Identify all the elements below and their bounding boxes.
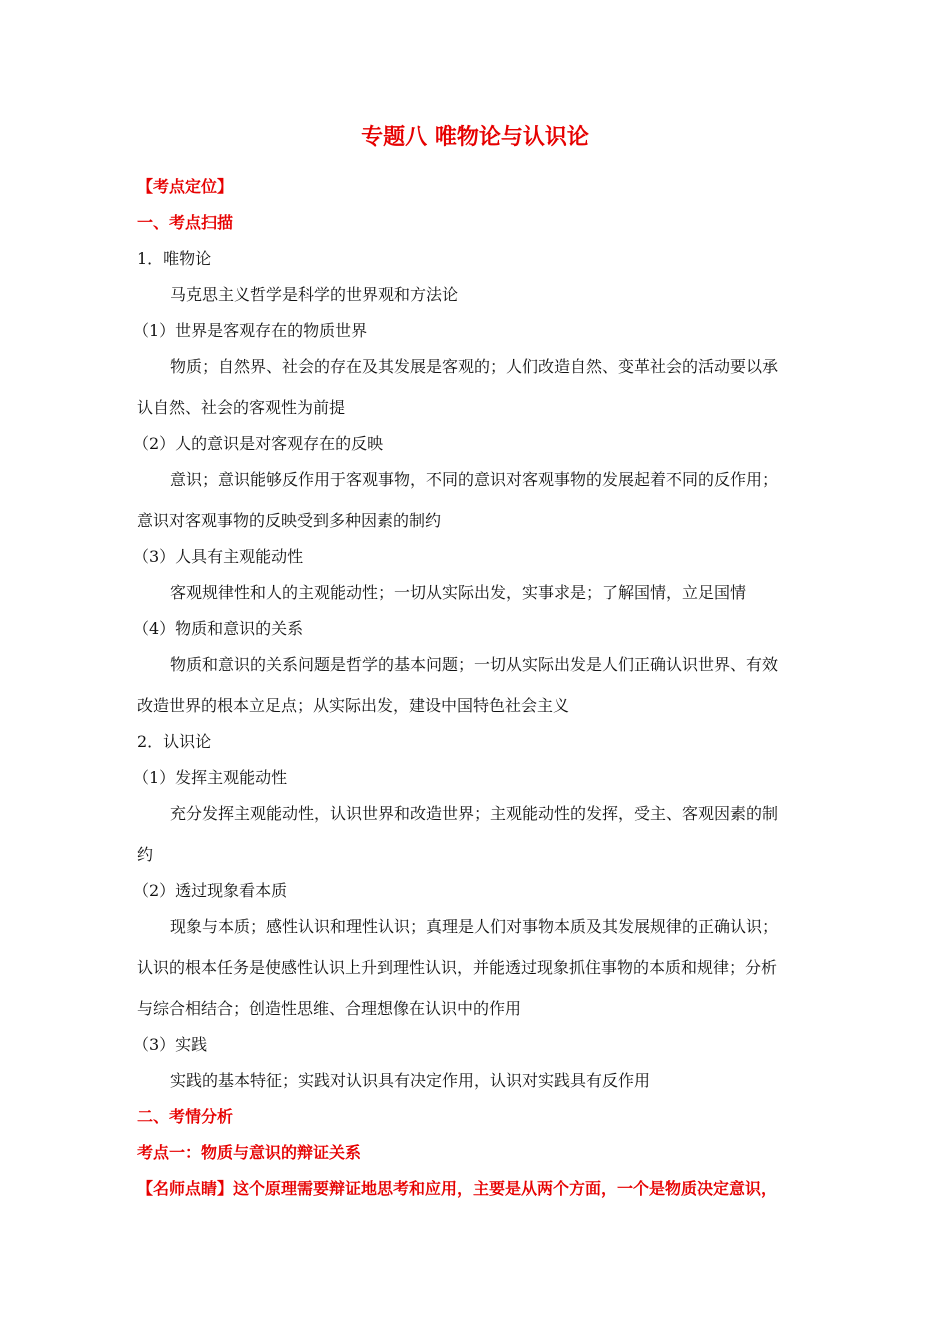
s2-1-heading: （1）发挥主观能动性 [133,768,288,787]
teacher-note: 【名师点睛】这个原理需要辩证地思考和应用，主要是从两个方面，一个是物质决定意识， [137,1179,778,1198]
s1-2-paragraph-line2: 意识对客观事物的反映受到多种因素的制约 [137,511,442,530]
s2-2-heading: （2）透过现象看本质 [133,881,288,900]
s1-4-heading: （4）物质和意识的关系 [133,619,304,638]
s1-1-heading: （1）世界是客观存在的物质世界 [133,321,368,340]
s2-3-paragraph-line1: 实践的基本特征；实践对认识具有决定作用，认识对实践具有反作用 [170,1071,651,1090]
document-title: 专题八 唯物论与认识论 [361,125,589,150]
s1-2-paragraph-line1: 意识；意识能够反作用于客观事物，不同的意识对客观事物的发展起着不同的反作用； [170,470,779,489]
s1-2-heading: （2）人的意识是对客观存在的反映 [133,434,384,453]
item1-intro: 马克思主义哲学是科学的世界观和方法论 [170,285,459,304]
s2-2-paragraph-line3: 与综合相结合；创造性思维、合理想像在认识中的作用 [137,999,522,1018]
s2-2-paragraph-line1: 现象与本质；感性认识和理性认识；真理是人们对事物本质及其发展规律的正确认识； [170,917,779,936]
item1-heading: 1．唯物论 [137,249,212,268]
scan-heading: 一、考点扫描 [137,213,234,232]
item2-heading: 2．认识论 [137,732,212,751]
s1-3-heading: （3）人具有主观能动性 [133,547,304,566]
s1-4-paragraph-line1: 物质和意识的关系问题是哲学的基本问题；一切从实际出发是人们正确认识世界、有效 [170,655,779,674]
s2-1-paragraph-line1: 充分发挥主观能动性，认识世界和改造世界；主观能动性的发挥，受主、客观因素的制 [170,804,779,823]
s1-4-paragraph-line2: 改造世界的根本立足点；从实际出发，建设中国特色社会主义 [137,696,570,715]
point1-heading: 考点一：物质与意识的辩证关系 [137,1143,362,1162]
s2-1-paragraph-line2: 约 [137,845,154,864]
analysis-heading: 二、考情分析 [137,1107,234,1126]
s1-3-paragraph-line1: 客观规律性和人的主观能动性；一切从实际出发，实事求是；了解国情，立足国情 [170,583,747,602]
s1-1-paragraph-line2: 认自然、社会的客观性为前提 [137,398,346,417]
s2-2-paragraph-line2: 认识的根本任务是使感性认识上升到理性认识，并能透过现象抓住事物的本质和规律；分析 [137,958,778,977]
s1-1-paragraph-line1: 物质；自然界、社会的存在及其发展是客观的；人们改造自然、变革社会的活动要以承 [170,357,779,376]
s2-3-heading: （3）实践 [133,1035,208,1054]
section-locate-heading: 【考点定位】 [137,177,234,196]
